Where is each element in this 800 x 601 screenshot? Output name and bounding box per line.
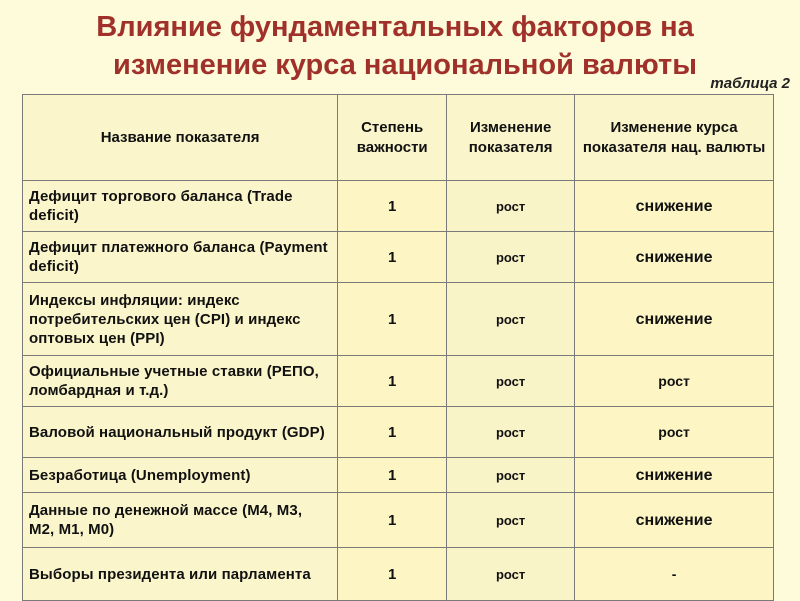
- page-title-line-1: Влияние фундаментальных факторов на: [96, 11, 694, 43]
- row-effect: снижение: [575, 493, 774, 548]
- row-name: Валовой национальный продукт (GDP): [23, 407, 338, 458]
- row-effect: снижение: [575, 232, 774, 283]
- row-weight: 1: [338, 493, 447, 548]
- row-weight: 1: [338, 283, 447, 356]
- row-name: Индексы инфляции: индекс потребительских цен (CPI) и индекс оптовых цен (PPI): [23, 283, 338, 356]
- row-name: Безработица (Unemployment): [23, 458, 338, 493]
- table-row: [23, 232, 774, 283]
- header-name: Название показателя: [23, 95, 338, 181]
- row-effect: снижение: [575, 458, 774, 493]
- table-row: [23, 493, 774, 548]
- row-name: Дефицит платежного баланса (Payment deficit): [23, 232, 338, 283]
- row-name: Данные по денежной массе (М4, М3, М2, М1, М0): [23, 493, 338, 548]
- table-header-row: [23, 95, 774, 181]
- row-change: рост: [447, 548, 575, 601]
- row-change: рост: [447, 181, 575, 232]
- header-change: Изменение показателя: [447, 95, 575, 181]
- table-row: [23, 458, 774, 493]
- row-effect: снижение: [575, 283, 774, 356]
- header-weight: Степень важности: [338, 95, 447, 181]
- table-caption: таблица 2: [710, 75, 790, 92]
- table-row: [23, 548, 774, 601]
- row-weight: 1: [338, 181, 447, 232]
- row-name: Официальные учетные ставки (РЕПО, ломбардная и т.д.): [23, 356, 338, 407]
- row-change: рост: [447, 232, 575, 283]
- page-title-line-2: изменение курса национальной валюты: [113, 49, 697, 81]
- row-change: рост: [447, 458, 575, 493]
- table-row: [23, 407, 774, 458]
- row-effect: -: [575, 548, 774, 601]
- row-name: Выборы президента или парламента: [23, 548, 338, 601]
- row-weight: 1: [338, 548, 447, 601]
- header-effect: Изменение курса показателя нац. валюты: [575, 95, 774, 181]
- table-row: [23, 356, 774, 407]
- row-weight: 1: [338, 407, 447, 458]
- row-effect: снижение: [575, 181, 774, 232]
- table-row: [23, 283, 774, 356]
- page-title: [0, 8, 800, 84]
- row-effect: рост: [575, 356, 774, 407]
- row-change: рост: [447, 356, 575, 407]
- row-weight: 1: [338, 232, 447, 283]
- row-weight: 1: [338, 458, 447, 493]
- row-change: рост: [447, 493, 575, 548]
- row-weight: 1: [338, 356, 447, 407]
- row-change: рост: [447, 407, 575, 458]
- row-effect: рост: [575, 407, 774, 458]
- row-name: Дефицит торгового баланса (Trade deficit): [23, 181, 338, 232]
- table-row: [23, 181, 774, 232]
- row-change: рост: [447, 283, 575, 356]
- factors-table: [22, 94, 774, 601]
